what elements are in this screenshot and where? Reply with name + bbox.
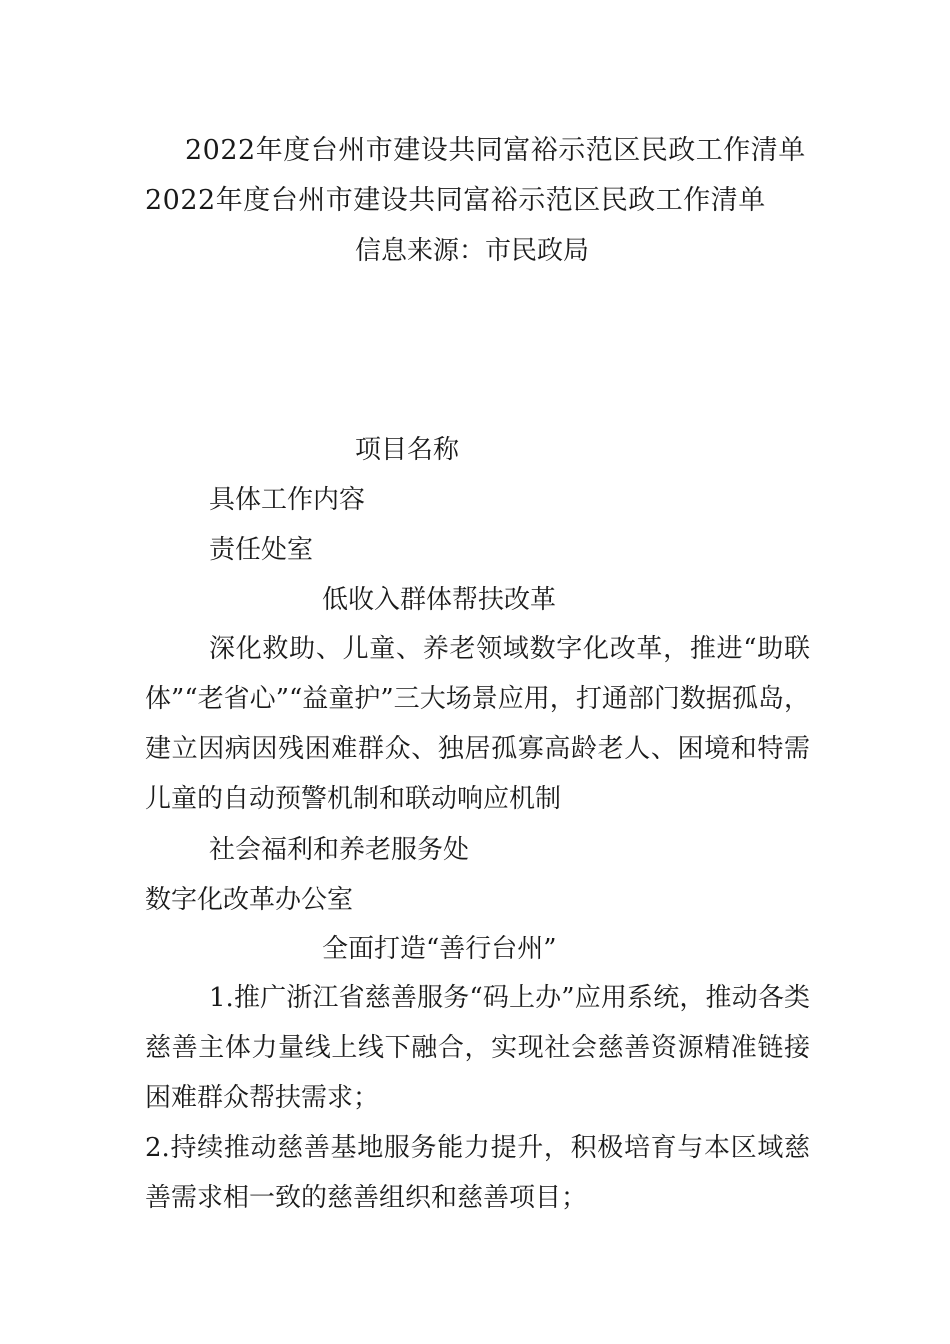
item-1-content: 深化救助、儿童、养老领域数字化改革，推进“助联体”“老省心”“益童护”三大场景应用，打通部门数据孤岛，建立因病因残困难群众、独居孤寡高龄老人、困境和特需儿童的自动预警机制和联动响应机制 bbox=[145, 634, 810, 814]
item-2-content-2: 2.持续推动慈善基地服务能力提升，积极培育与本区域慈善需求相一致的慈善组织和慈善项目； bbox=[145, 1133, 810, 1213]
item-1-department-1: 社会福利和养老服务处 bbox=[209, 835, 470, 865]
item-2-project: 全面打造“善行台州” bbox=[322, 934, 557, 964]
item-1-project: 低收入群体帮扶改革 bbox=[322, 585, 557, 615]
document-title-repeat: 2022年度台州市建设共同富裕示范区民政工作清单 bbox=[145, 185, 766, 216]
item-1-department-2: 数字化改革办公室 bbox=[145, 885, 354, 915]
document-title: 2022年度台州市建设共同富裕示范区民政工作清单 bbox=[185, 135, 806, 166]
source-line: 信息来源：市民政局 bbox=[355, 236, 590, 266]
item-2-content-1: 1.推广浙江省慈善服务“码上办”应用系统，推动各类慈善主体力量线上线下融合，实现社会慈善资源精准链接困难群众帮扶需求； bbox=[145, 983, 810, 1113]
header-work-content: 具体工作内容 bbox=[209, 485, 366, 515]
header-project-name: 项目名称 bbox=[355, 435, 460, 465]
header-department: 责任处室 bbox=[209, 535, 314, 565]
